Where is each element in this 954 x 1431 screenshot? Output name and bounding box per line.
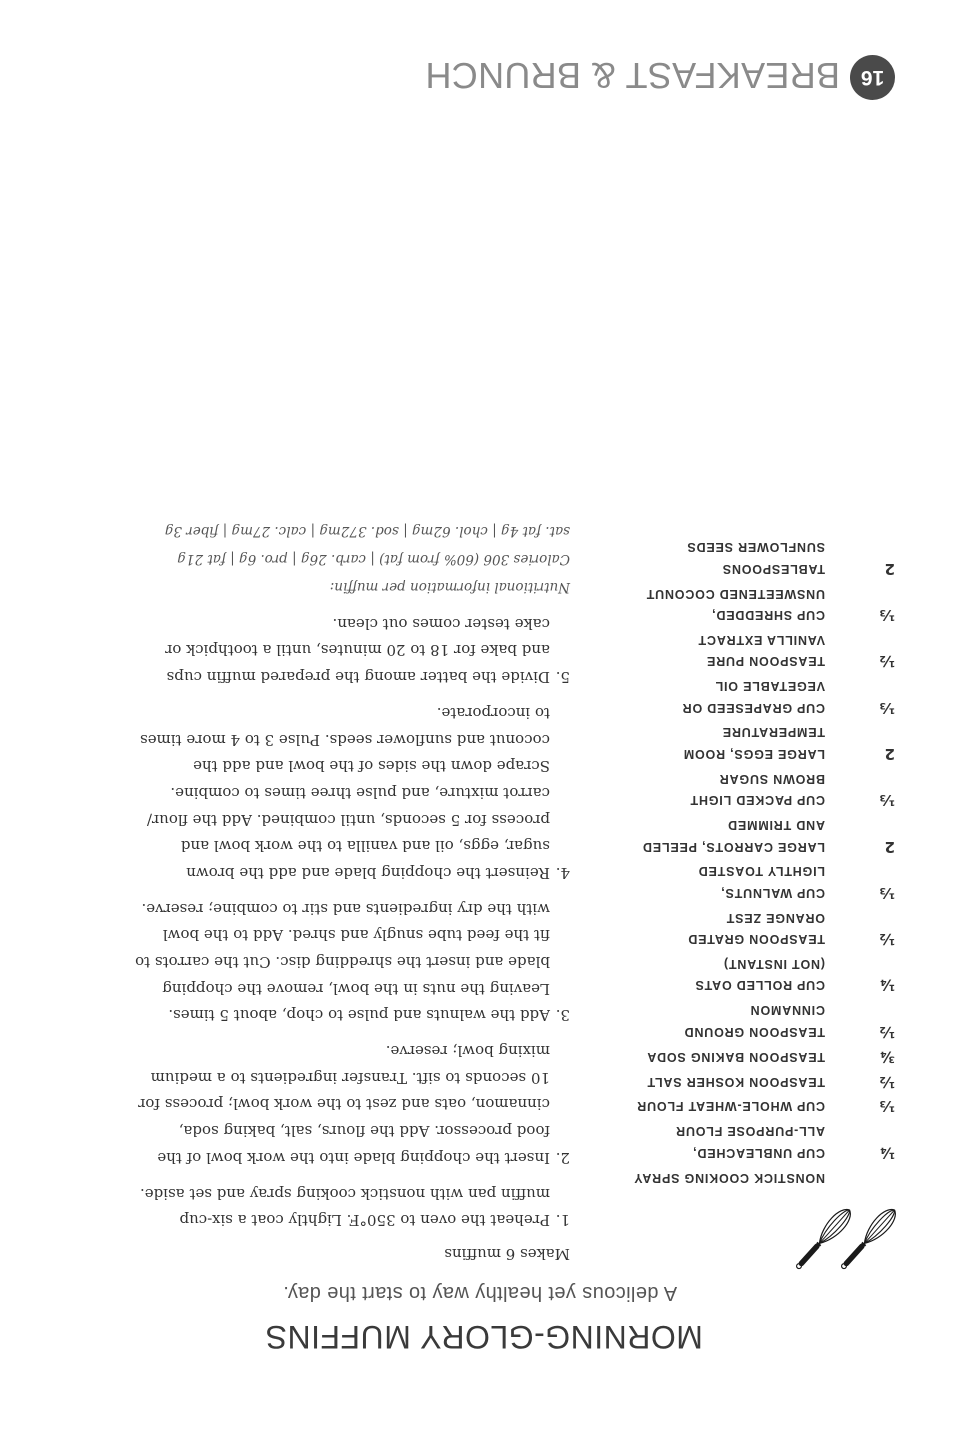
ingredient-name-line: SUNFLOWER SEEDS [686,540,825,555]
step-line: blade and insert the shredding disc. Cut the carrots to [135,952,550,971]
step-number: 5. [555,668,570,687]
recipe-title: MORNING-GLORY MUFFINS [265,1319,703,1355]
ingredient-name-line: CUP WHOLE-WHEAT FLOUR [636,1099,825,1114]
step-line: Add the walnuts and pulse to chop, about 5 times. [168,1006,550,1025]
ingredient-item [610,767,895,810]
direction-step [30,610,570,690]
step-line: carrot mixture, and pulse three times to combine. [170,783,550,802]
ingredient-name [610,628,825,671]
ingredient-name-line: TEASPOON KOSHER SALT [646,1074,825,1089]
ingredient-item [610,1120,895,1163]
step-line: Reinsert the chopping blade and add the brown [186,863,550,882]
step-text [30,895,550,1028]
page-number-badge [850,55,895,100]
ingredient-name-line: CUP ROLLED OATS [694,978,825,993]
ingredient-amount: ½ [879,1072,895,1091]
step-line: Leaving the nuts in the bowl, remove the chopping [162,979,550,998]
ingredient-item [610,860,895,903]
ingredient-name-line: TEASPOON GROUND [683,1024,825,1039]
ingredient-name [610,1070,825,1091]
ingredient-amount: 2 [884,837,895,856]
ingredient-amount: ½ [879,930,895,949]
ingredient-item [610,906,895,949]
directions [30,517,570,1268]
ingredient-name [610,675,825,718]
ingredient-item [610,628,895,671]
ingredient-name-line: ORANGE ZEST [725,910,825,925]
ingredient-name-line: TEASPOON BAKING SODA [646,1049,825,1064]
ingredient-item [610,536,895,579]
step-line: 10 seconds to sift. Transfer ingredients to a medium [150,1068,550,1087]
ingredient-name [610,953,825,996]
step-text [30,610,550,690]
step-number: 1. [555,1211,570,1230]
ingredient-name-line: TEASPOON GRATED [687,932,825,947]
ingredient-name [610,999,825,1042]
step-line: cake tester comes out clean. [332,614,550,633]
ingredient-amount: 2 [884,744,895,763]
ingredient-name [610,1166,825,1187]
whisks-icon [794,1203,904,1273]
ingredient-name-line: TEASPOON PURE [706,654,825,669]
step-text [30,700,550,886]
recipe-yield: Makes 6 muffins [444,1245,570,1264]
step-line: to incorporate. [436,704,550,723]
ingredient-name-line: CUP GRAPESEED OR [681,700,825,715]
recipe-subtitle: A delicous yet healthy way to start the day. [282,1282,678,1304]
step-number: 4. [555,863,570,882]
ingredient-name-line: (NOT INSTANT) [723,957,825,972]
ingredient-name-line: CUP UNBLEACHED, [692,1145,825,1160]
ingredient-name [610,1045,825,1066]
step-line: Divide the batter among the prepared muffin cups [166,668,550,687]
direction-step [30,1180,570,1233]
ingredient-name-line: VEGETABLE OIL [714,679,825,694]
ingredient-amount: ¼ [879,1143,895,1162]
ingredient-name [610,814,825,857]
ingredient-name-line: AND TRIMMED [727,818,825,833]
ingredient-name-line: UNSWEETENED COCONUT [645,586,825,601]
ingredient-item [610,1045,895,1066]
step-line: process for 5 seconds, until combined. Add the flour/ [146,810,550,829]
step-line: with the dry ingredients and stir to combine; reserve. [141,899,550,918]
ingredient-item [610,1166,895,1187]
nutrition-heading: Nutritional information per muffin: [329,578,570,595]
step-text [30,1038,550,1171]
ingredient-name-line: CUP SHREDDED, [711,607,825,622]
ingredient-name [610,1120,825,1163]
ingredient-item [610,999,895,1042]
ingredient-name-line: CINNAMON [749,1003,825,1018]
ingredient-item [610,582,895,625]
ingredient-item [610,721,895,764]
ingredient-name [610,860,825,903]
whisk-icon [837,1205,901,1273]
ingredient-amount: 2 [884,559,895,578]
ingredient-amount: ⅓ [879,1097,895,1116]
ingredient-name-line: TABLESPOONS [721,561,825,576]
direction-step [30,895,570,1028]
ingredient-amount: ⅓ [879,605,895,624]
ingredient-name-line: LARGE CARROTS, PEELED [642,839,825,854]
direction-step [30,1038,570,1171]
step-line: Preheat the oven to 350°F. Lightly coat a six-cup [179,1211,550,1230]
ingredient-item [610,1095,895,1116]
ingredient-amount: ½ [879,652,895,671]
nutrition-info [30,517,570,601]
nutrition-line: sat. fat 4g | chol. 62mg | sod. 372mg | calc. 27mg | fiber 3g [164,522,570,539]
step-line: mixing bowl; reserve. [385,1042,550,1061]
ingredient-item [610,953,895,996]
ingredient-name-line: TEMPERATURE [721,725,825,740]
ingredient-amount: ½ [879,1022,895,1041]
ingredient-name-line: BROWN SUGAR [718,771,825,786]
step-line: food processor. Add the flours, salt, baking soda, [178,1122,550,1141]
ingredient-name [610,767,825,810]
ingredient-list [610,536,895,1188]
ingredient-name [610,536,825,579]
ingredient-name [610,721,825,764]
step-line: Scrape down the sides of the bowl and add the [193,757,550,776]
step-text [30,1180,550,1233]
ingredient-item [610,814,895,857]
step-line: Insert the chopping blade into the work bowl of the [157,1148,550,1167]
step-line: coconut and sunflower seeds. Pulse 3 to 4 more times [140,730,550,749]
ingredient-amount: ¾ [879,1047,895,1066]
ingredient-name-line: LARGE EGGS, ROOM [683,746,825,761]
ingredient-name-line: CUP WALNUTS, [720,885,825,900]
step-line: sugar, eggs, oil and vanilla to the work bowl and [180,837,550,856]
ingredient-amount: ⅓ [879,791,895,810]
step-line: muffin pan with nonstick cooking spray and set aside. [139,1184,550,1203]
ingredient-amount: ⅓ [879,698,895,717]
nutrition-line: Calories 306 (60% from fat) | carb. 26g | pro. 6g | fat 21g [177,550,570,567]
step-number: 2. [555,1148,570,1167]
step-line: and bake for 18 to 20 minutes, until a toothpick or [165,641,550,660]
ingredient-name-line: NONSTICK COOKING SPRAY [633,1170,825,1185]
ingredient-item [610,1070,895,1091]
step-list [30,610,570,1233]
section-title: BREAKFAST & BRUNCH [425,55,840,96]
ingredient-name-line: ALL-PURPOSE FLOUR [675,1124,825,1139]
step-line: cinnamon, oats and zest to the work bowl; process for [138,1095,550,1114]
ingredient-name [610,1095,825,1116]
step-line: fit the feed tube snugly and shred. Add to the bowl [162,926,550,945]
direction-step [30,700,570,886]
ingredient-item [610,675,895,718]
ingredient-name-line: VANILLA EXTRACT [697,632,825,647]
page-number: 16 [860,66,885,89]
ingredient-name [610,906,825,949]
ingredient-name-line: CUP PACKED LIGHT [689,793,825,808]
ingredient-amount: ⅓ [879,883,895,902]
ingredient-amount: ¼ [879,976,895,995]
ingredient-name [610,582,825,625]
step-number: 3. [555,1006,570,1025]
ingredient-name-line: LIGHTLY TOASTED [697,864,825,879]
